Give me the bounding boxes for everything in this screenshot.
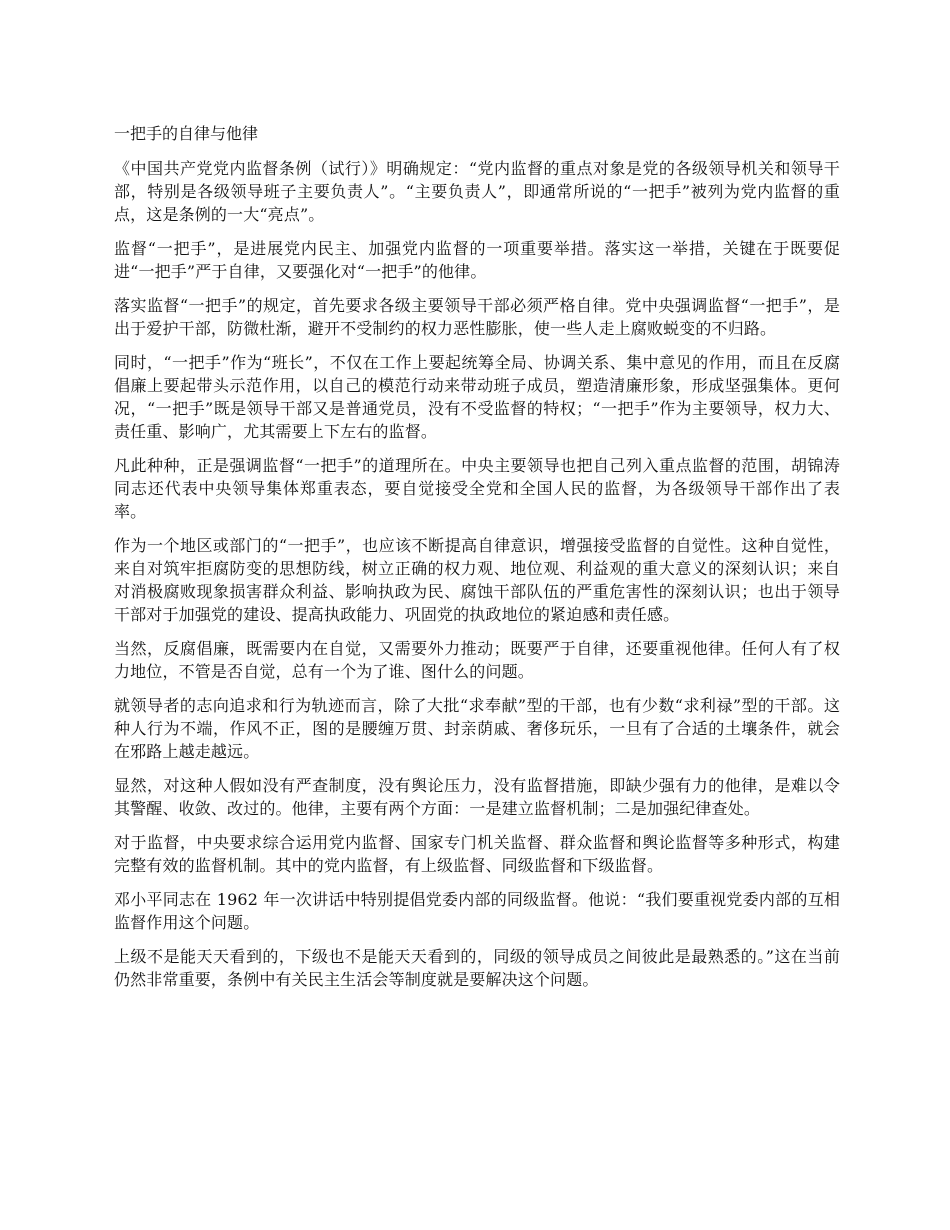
paragraph-3: 落实监督“一把手”的规定，首先要求各级主要领导干部必须严格自律。党中央强调监督“一把手”，是出于爱护干部，防微杜渐，避开不受制约的权力恶性膨胀，使一些人走上腐败蜕变的不归路。 bbox=[114, 296, 840, 338]
paragraph-4: 同时，“一把手”作为“班长”，不仅在工作上要起统筹全局、协调关系、集中意见的作用，而且在反腐倡廉上要起带头示范作用，以自己的模范行动来带动班子成员，塑造清廉形象，形成坚强集体。更何况，“一把手”既是领导干部又是普通党员，没有不受监督的特权；“一把手”作为主要领导，权力大、责任重、影响广，尤其需要上下左右的监督。 bbox=[114, 353, 840, 441]
paragraph-9: 显然，对这种人假如没有严查制度，没有舆论压力，没有监督措施，即缺少强有力的他律，是难以令其警醒、收敛、改过的。他律，主要有两个方面：一是建立监督机制；二是加强纪律查处。 bbox=[114, 776, 840, 818]
paragraph-2: 监督“一把手”，是进展党内民主、加强党内监督的一项重要举措。落实这一举措，关键在于既要促进“一把手”严于自律，又要强化对“一把手”的他律。 bbox=[114, 239, 840, 281]
paragraph-11: 邓小平同志在 1962 年一次讲话中特别提倡党委内部的同级监督。他说：“我们要重视党委内部的互相监督作用这个问题。 bbox=[114, 890, 840, 932]
paragraph-5: 凡此种种，正是强调监督“一把手”的道理所在。中央主要领导也把自己列入重点监督的范围，胡锦涛同志还代表中央领导集体郑重表态，要自觉接受全党和全国人民的监督，为各级领导干部作出了表率。 bbox=[114, 456, 840, 521]
paragraph-6: 作为一个地区或部门的“一把手”，也应该不断提高自律意识，增强接受监督的自觉性。这种自觉性，来自对筑牢拒腐防变的思想防线，树立正确的权力观、地位观、利益观的重大意义的深刻认识；来自对消极腐败现象损害群众利益、影响执政为民、腐蚀干部队伍的严重危害性的深刻认识；也出于领导干部对于加强党的建设、提高执政能力、巩固党的执政地位的紧迫感和责任感。 bbox=[114, 536, 840, 624]
paragraph-8: 就领导者的志向追求和行为轨迹而言，除了大批“求奉献”型的干部，也有少数“求利禄”型的干部。这种人行为不端，作风不正，图的是腰缠万贯、封亲荫戚、奢侈玩乐，一旦有了合适的土壤条件，就会在邪路上越走越远。 bbox=[114, 696, 840, 761]
paragraph-10: 对于监督，中央要求综合运用党内监督、国家专门机关监督、群众监督和舆论监督等多种形式，构建完整有效的监督机制。其中的党内监督，有上级监督、同级监督和下级监督。 bbox=[114, 833, 840, 875]
paragraph-1: 《中国共产党党内监督条例（试行）》明确规定：“党内监督的重点对象是党的各级领导机关和领导干部，特别是各级领导班子主要负责人”。“主要负责人”，即通常所说的“一把手”被列为党内监督的重点，这是条例的一大“亮点”。 bbox=[114, 159, 840, 224]
document-title: 一把手的自律与他律 bbox=[114, 124, 259, 143]
paragraph-12: 上级不是能天天看到的，下级也不是能天天看到的，同级的领导成员之间彼此是最熟悉的。”这在当前仍然非常重要，条例中有关民主生活会等制度就是要解决这个问题。 bbox=[114, 947, 840, 989]
paragraph-7: 当然，反腐倡廉，既需要内在自觉，又需要外力推动；既要严于自律，还要重视他律。任何人有了权力地位，不管是否自觉，总有一个为了谁、图什么的问题。 bbox=[114, 639, 840, 681]
document-page bbox=[114, 122, 840, 1002]
